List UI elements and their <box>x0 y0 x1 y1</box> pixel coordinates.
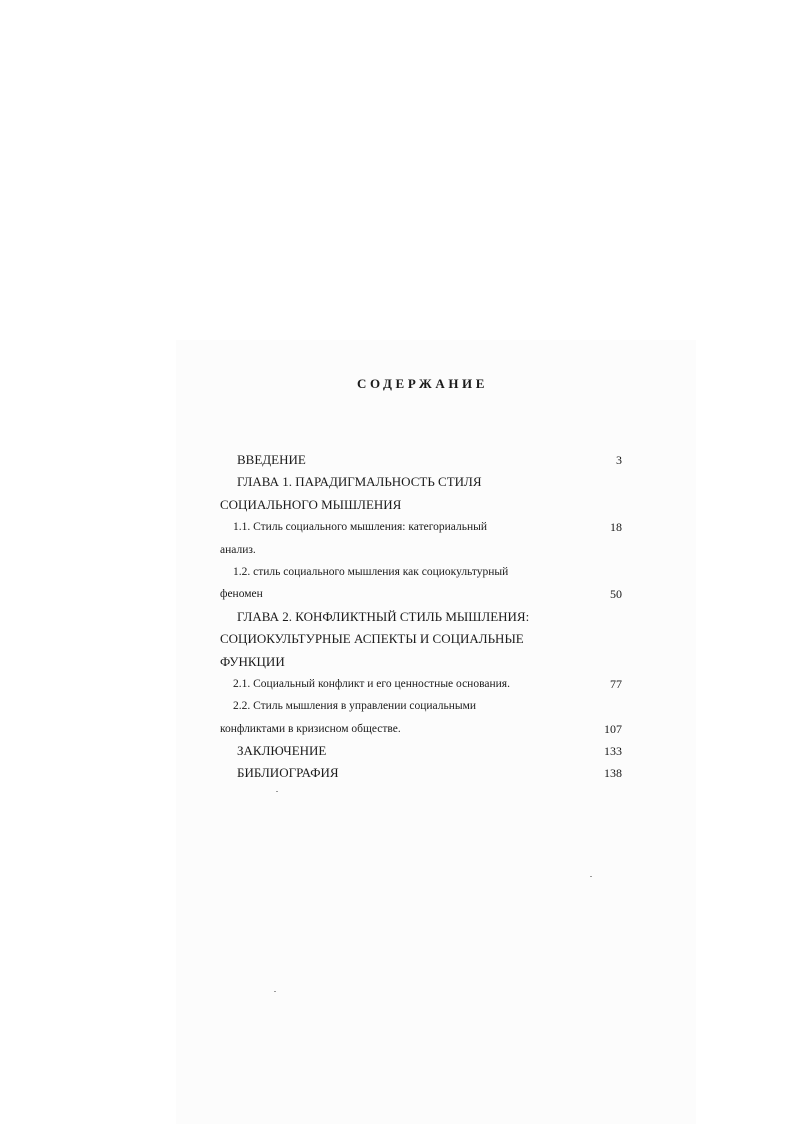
toc-entry-text: ГЛАВА 1. ПАРАДИГМАЛЬНОСТЬ СТИЛЯ <box>237 474 482 490</box>
toc-entry-section-2-2 <box>220 695 622 717</box>
toc-entry-text: 2.1. Социальный конфликт и его ценностные основания. <box>233 677 510 690</box>
toc-entry-text: 2.2. Стиль мышления в управлении социальными <box>233 700 477 713</box>
toc-entry-text: СОЦИАЛЬНОГО МЫШЛЕНИЯ <box>220 496 402 512</box>
toc-entry-text: БИБЛИОГРАФИЯ <box>237 765 339 781</box>
toc-entry-section-1-2 <box>220 561 622 583</box>
toc-entry-bibliography <box>220 762 622 784</box>
toc-entry-section-1-1 <box>220 516 622 538</box>
toc-entry-text: СОЦИОКУЛЬТУРНЫЕ АСПЕКТЫ И СОЦИАЛЬНЫЕ <box>220 631 524 647</box>
toc-entry-page: 18 <box>610 520 622 535</box>
toc-entry-text: ГЛАВА 2. КОНФЛИКТНЫЙ СТИЛЬ МЫШЛЕНИЯ: <box>237 608 530 624</box>
toc-entry-conclusion <box>220 740 622 762</box>
toc-entry-page: 133 <box>604 744 622 759</box>
toc-entry-text: ЗАКЛЮЧЕНИЕ <box>237 743 327 759</box>
toc-entry-text: анализ. <box>220 543 256 556</box>
scan-speck <box>276 791 278 792</box>
toc-entry-page: 3 <box>616 453 622 467</box>
toc-entry-section-2-1 <box>220 673 622 695</box>
toc-entry-text: 1.2. стиль социального мышления как социокультурный <box>233 565 509 578</box>
scan-speck <box>274 991 276 992</box>
toc-entry-chapter-1 <box>220 471 622 493</box>
scan-speck <box>590 876 592 877</box>
toc-entry-section-2-2-cont <box>220 718 622 740</box>
toc-entry-text: конфликтами в кризисном обществе. <box>220 722 401 735</box>
toc-entry-text: ВВЕДЕНИЕ <box>237 452 306 467</box>
table-of-contents <box>220 449 622 785</box>
toc-entry-section-1-2-cont <box>220 583 622 605</box>
toc-entry-introduction <box>220 449 622 471</box>
toc-title: СОДЕРЖАНИЕ <box>356 376 489 391</box>
toc-entry-section-1-1-cont <box>220 539 622 561</box>
toc-entry-chapter-2-cont <box>220 628 622 650</box>
toc-entry-page: 138 <box>604 766 622 781</box>
toc-entry-page: 77 <box>610 676 622 691</box>
toc-entry-page: 50 <box>610 587 622 602</box>
toc-entry-text: ФУНКЦИИ <box>220 653 285 669</box>
toc-entry-chapter-1-cont <box>220 494 622 516</box>
toc-entry-chapter-2-cont-2 <box>220 651 622 673</box>
toc-entry-text: феномен <box>220 588 263 601</box>
toc-entry-text: 1.1. Стиль социального мышления: категориальный <box>233 521 488 534</box>
toc-entry-page: 107 <box>604 721 622 736</box>
toc-entry-chapter-2 <box>220 606 622 628</box>
